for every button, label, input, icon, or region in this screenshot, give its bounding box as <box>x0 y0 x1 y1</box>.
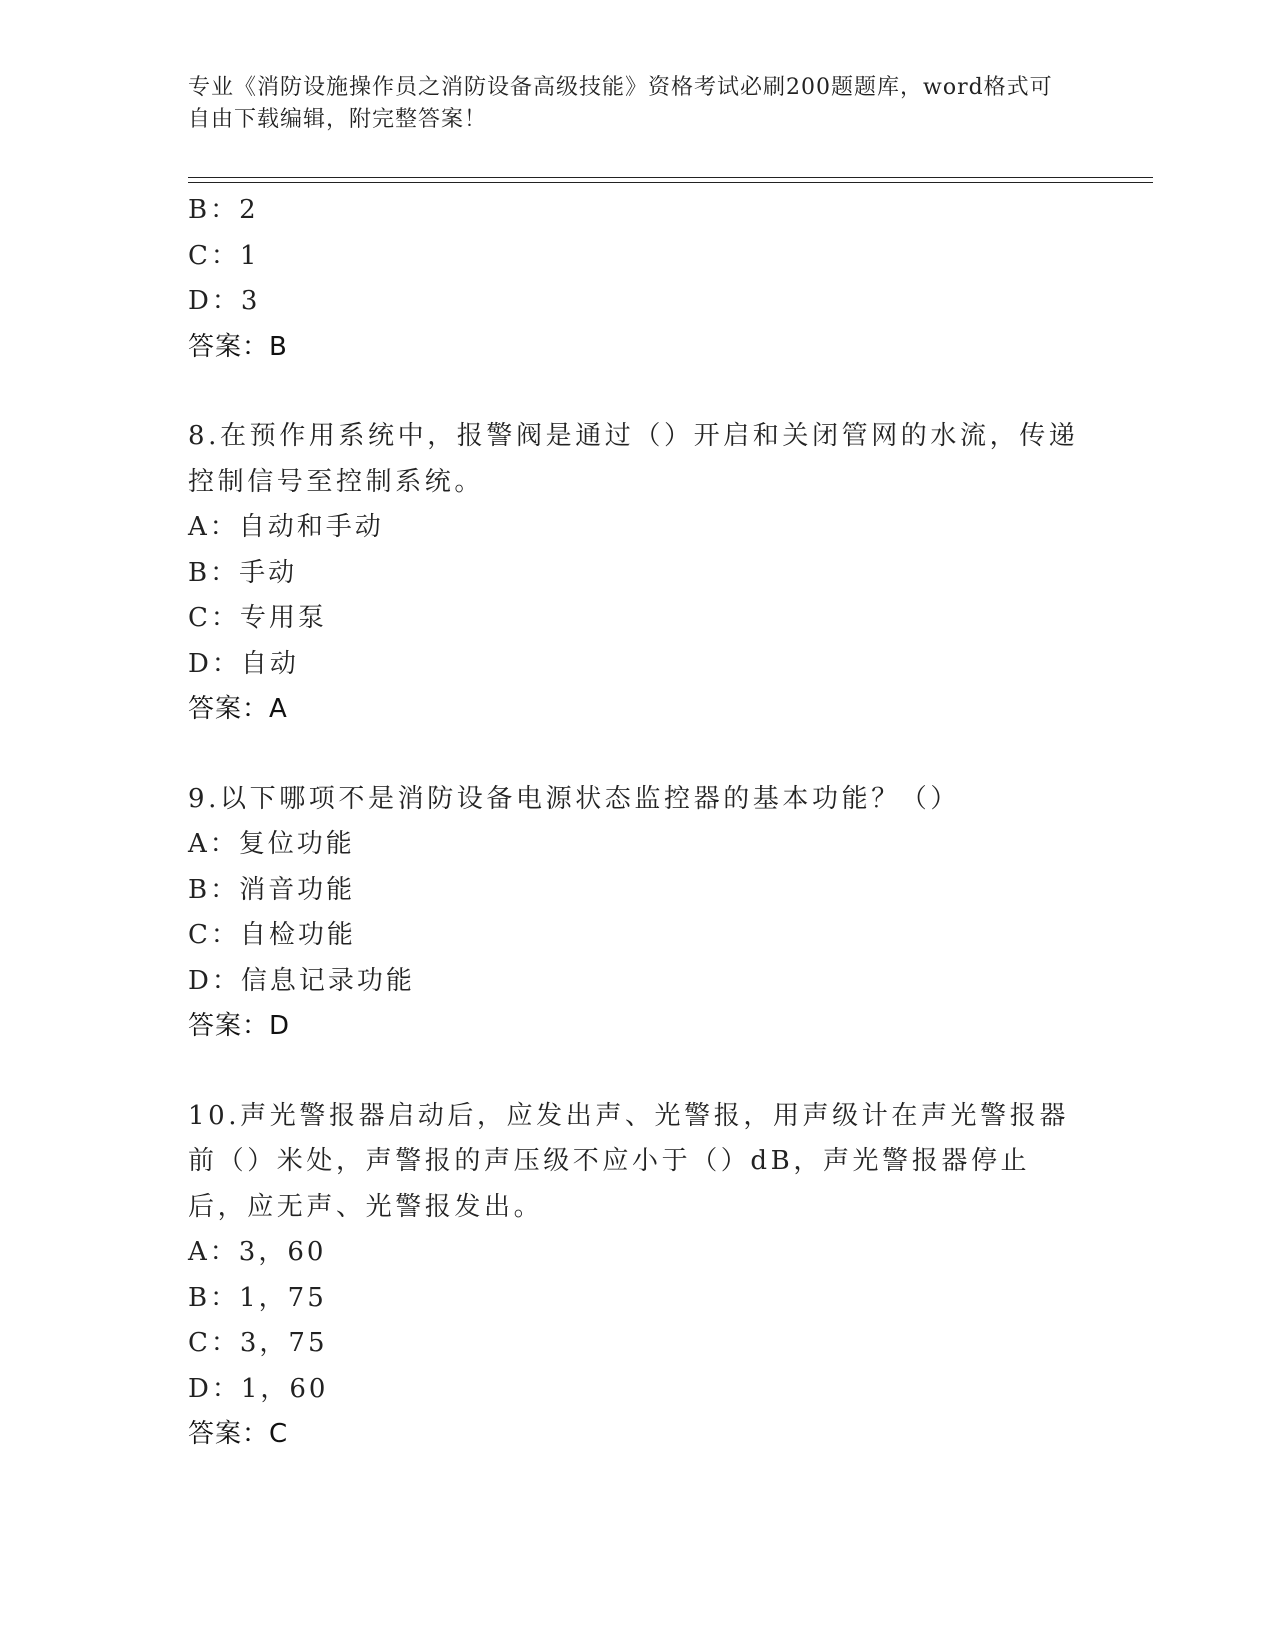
option-d: D：1，60 <box>188 1373 329 1404</box>
answer-line: 答案：C <box>188 1419 289 1449</box>
option-b: B：手动 <box>188 557 298 588</box>
answer-line: 答案：A <box>188 694 288 724</box>
option-c: C：1 <box>188 240 260 271</box>
page-header: 专业《消防设施操作员之消防设备高级技能》资格考试必刷200题题库，word格式可自由下载编辑，附完整答案！ <box>188 75 1053 132</box>
option-a: A：复位功能 <box>188 829 355 859</box>
option-a: A：自动和手动 <box>188 512 384 542</box>
option-d: D：自动 <box>188 648 299 679</box>
header-rule-top <box>188 177 1153 178</box>
spacer <box>188 733 1088 777</box>
answer-line: 答案：B <box>188 331 288 362</box>
spacer <box>188 1050 1088 1094</box>
option-d: D：3 <box>188 286 261 316</box>
option-a: A：3，60 <box>188 1237 327 1267</box>
option-c: C：自检功能 <box>188 920 356 950</box>
answer-line: 答案：D <box>188 1011 291 1041</box>
option-b: B：消音功能 <box>188 874 356 905</box>
option-c: C：专用泵 <box>188 603 327 633</box>
option-c: C：3，75 <box>188 1328 328 1358</box>
question-9 <box>188 777 1088 1050</box>
option-d: D：信息记录功能 <box>188 965 415 996</box>
option-b: B：1，75 <box>188 1282 327 1313</box>
question-8 <box>188 414 1088 733</box>
option-b: B：2 <box>188 195 259 225</box>
question-stem: 10.声光警报器启动后，应发出声、光警报，用声级计在声光警报器前（）米处，声警报的声压级不应小于（）dB，声光警报器停止后，应无声、光警报发出。 <box>188 1100 1069 1222</box>
question-list <box>188 188 1088 1458</box>
spacer <box>188 370 1088 414</box>
header-rule-bottom <box>188 182 1153 183</box>
prev-question-options <box>188 188 1088 370</box>
question-10 <box>188 1094 1088 1458</box>
question-stem: 9.以下哪项不是消防设备电源状态监控器的基本功能？（） <box>188 783 961 814</box>
question-stem: 8.在预作用系统中，报警阀是通过（）开启和关闭管网的水流，传递控制信号至控制系统。 <box>188 421 1079 497</box>
